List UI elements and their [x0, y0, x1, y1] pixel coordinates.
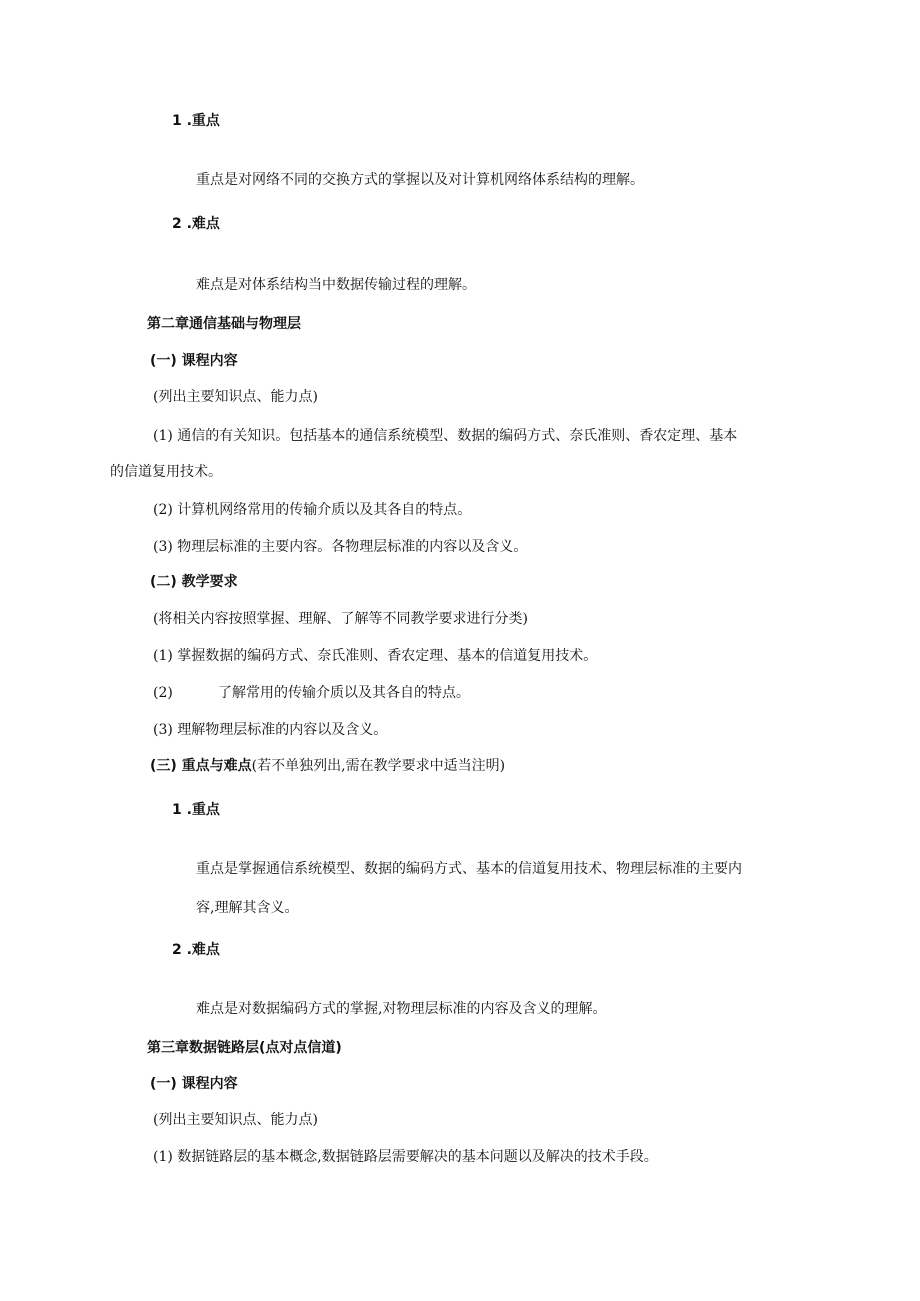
ch2-key-text-line-1: 重点是掌握通信系统模型、数据的编码方式、基本的信道复用技术、物理层标准的主要内	[196, 861, 742, 877]
ch2-requirements-note: (将相关内容按照掌握、理解、了解等不同教学要求进行分类)	[153, 611, 528, 627]
ch2-key-heading: 1 .重点	[172, 802, 220, 818]
ch1-key-heading: 1 .重点	[172, 113, 220, 129]
ch2-key-text-line-2: 容,理解其含义。	[196, 900, 299, 916]
ch2-title: 第二章通信基础与物理层	[147, 316, 301, 332]
ch2-requirements-item-2-number: (2)	[153, 685, 173, 701]
ch1-key-text: 重点是对网络不同的交换方式的掌握以及对计算机网络体系结构的理解。	[196, 172, 644, 188]
ch2-content-item-1-line-1: (1) 通信的有关知识。包括基本的通信系统模型、数据的编码方式、奈氏准则、香农定理、基本	[153, 428, 738, 444]
ch2-difficulty-heading: 2 .难点	[172, 942, 220, 958]
ch3-title: 第三章数据链路层(点对点信道)	[147, 1040, 342, 1056]
ch2-requirements-heading: (二) 教学要求	[150, 574, 238, 590]
ch2-content-item-3: (3) 物理层标准的主要内容。各物理层标准的内容以及含义。	[153, 539, 528, 555]
ch2-requirements-item-2-text: 了解常用的传输介质以及其各自的特点。	[218, 685, 470, 701]
ch2-content-note: (列出主要知识点、能力点)	[153, 389, 318, 405]
ch2-key-difficulty-title: (三) 重点与难点	[150, 758, 252, 774]
ch2-requirements-item-3: (3) 理解物理层标准的内容以及含义。	[153, 722, 388, 738]
ch2-content-heading: (一) 课程内容	[150, 353, 238, 369]
ch2-requirements-item-1: (1) 掌握数据的编码方式、奈氏准则、香农定理、基本的信道复用技术。	[153, 648, 598, 664]
ch2-difficulty-text: 难点是对数据编码方式的掌握,对物理层标准的内容及含义的理解。	[196, 1001, 607, 1017]
ch3-content-note: (列出主要知识点、能力点)	[153, 1112, 318, 1128]
ch2-key-difficulty-heading	[150, 756, 505, 776]
ch3-content-heading: (一) 课程内容	[150, 1076, 238, 1092]
ch1-difficulty-text: 难点是对体系结构当中数据传输过程的理解。	[196, 277, 476, 293]
ch3-content-item-1: (1) 数据链路层的基本概念,数据链路层需要解决的基本问题以及解决的技术手段。	[153, 1149, 658, 1165]
ch2-key-difficulty-note: (若不单独列出,需在教学要求中适当注明)	[251, 758, 506, 774]
ch2-content-item-2: (2) 计算机网络常用的传输介质以及其各自的特点。	[153, 502, 472, 518]
ch1-difficulty-heading: 2 .难点	[172, 216, 220, 232]
ch2-content-item-1-line-2: 的信道复用技术。	[110, 464, 222, 480]
